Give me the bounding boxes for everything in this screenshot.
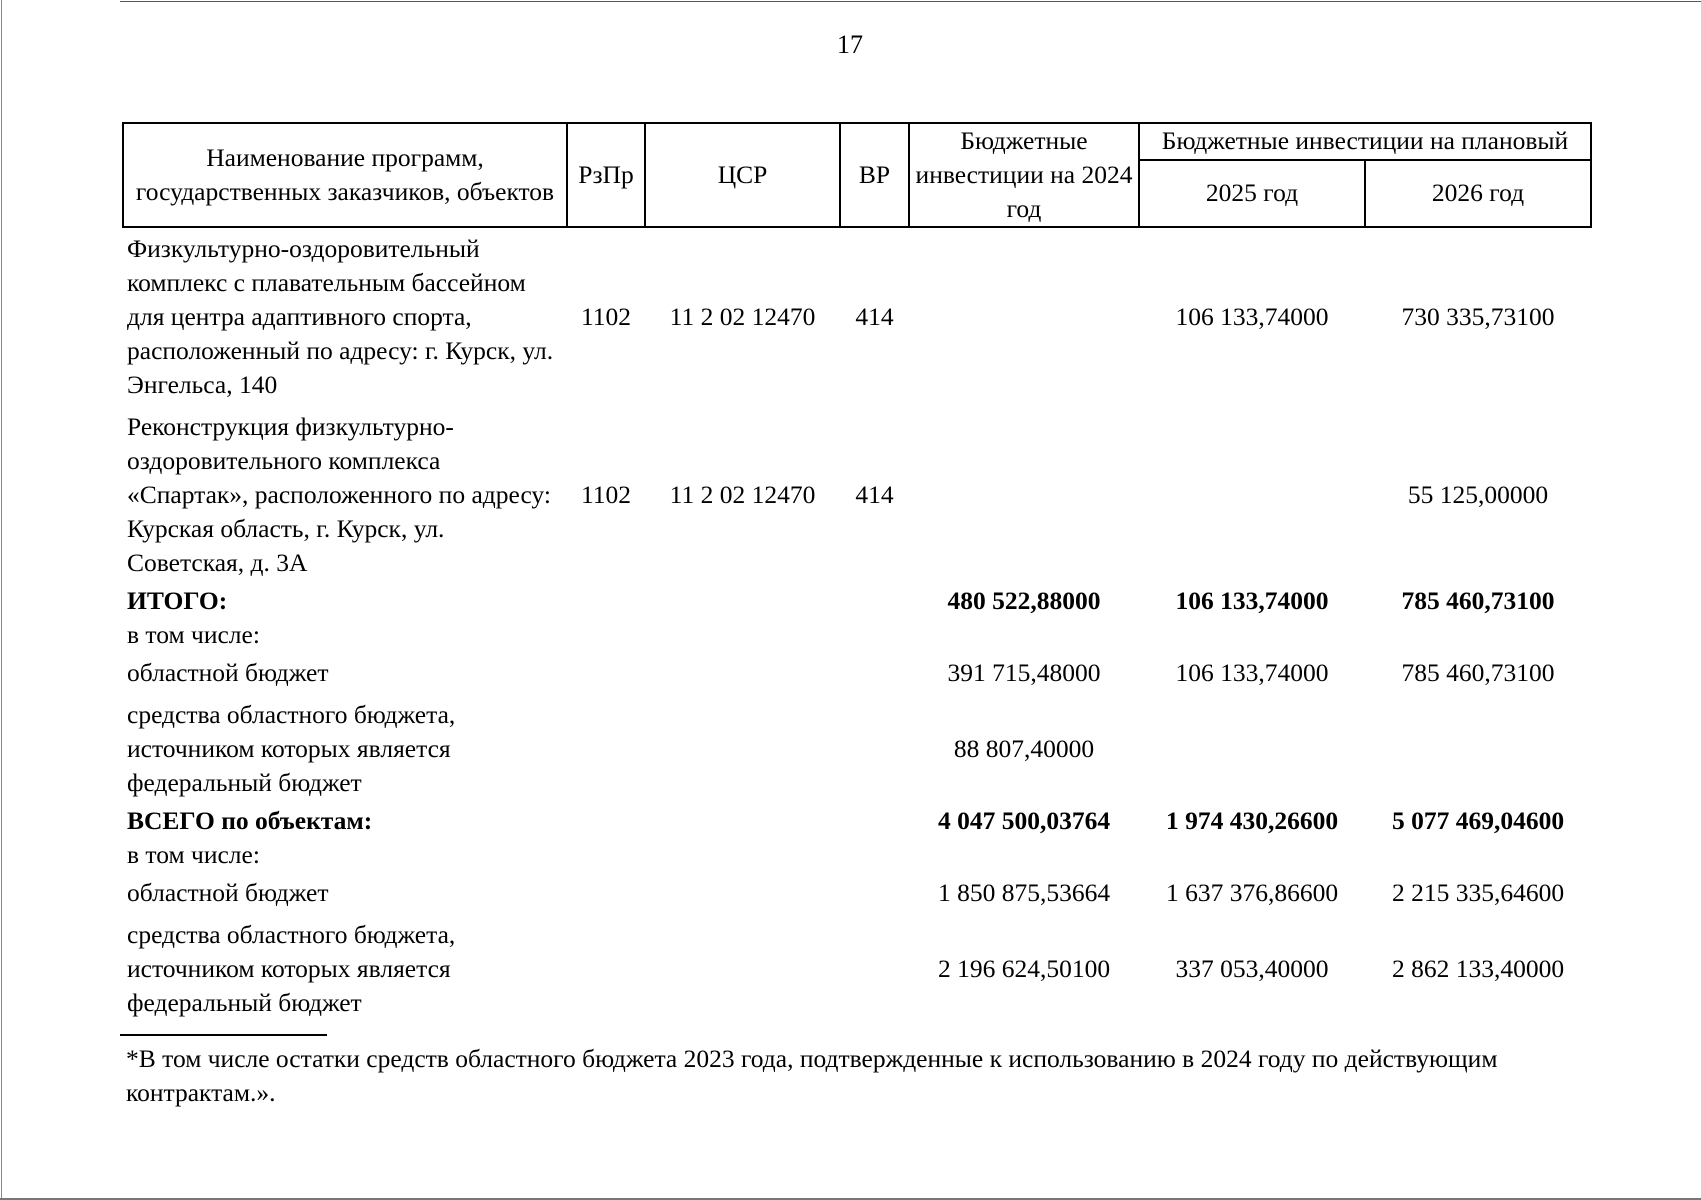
header-year-2025: 2025 год — [1139, 160, 1365, 227]
row-rzpr — [567, 694, 645, 804]
row-value-2025: 106 133,74000 — [1175, 658, 1329, 687]
row-value-2024: 4 047 500,03764 — [937, 806, 1111, 835]
header-invest-2024: Бюджетные инвестиции на 2024 год — [909, 123, 1139, 227]
row-rzpr — [567, 914, 645, 1024]
row-value-2025 — [1139, 618, 1365, 652]
row-csr — [645, 584, 840, 618]
row-name: в том числе: — [127, 620, 260, 649]
row-name: средства областного бюджета, источником которых является федеральный бюджет — [127, 700, 456, 797]
row-rzpr — [567, 584, 645, 618]
row-vr — [840, 914, 909, 1024]
row-vr — [840, 838, 909, 872]
row-vr: 414 — [855, 302, 894, 331]
row-value-2025 — [1139, 406, 1365, 584]
table-row — [123, 694, 1591, 804]
row-value-2026 — [1365, 694, 1591, 804]
row-value-2024: 1 850 875,53664 — [937, 878, 1111, 907]
row-vr — [840, 584, 909, 618]
row-vr — [840, 694, 909, 804]
row-csr — [645, 872, 840, 914]
row-csr — [645, 618, 840, 652]
row-rzpr — [567, 838, 645, 872]
footnote: *В том числе остатки средств областного бюджета 2023 года, подтвержденные к использованию в 2024 году по действующим контрактам.». — [126, 1044, 1498, 1107]
row-csr: 11 2 02 12470 — [669, 302, 816, 331]
row-value-2025: 337 053,40000 — [1175, 954, 1329, 983]
row-value-2024: 391 715,48000 — [947, 658, 1101, 687]
header-csr: ЦСР — [645, 123, 840, 227]
row-value-2025 — [1139, 838, 1365, 872]
row-value-2026 — [1365, 838, 1591, 872]
row-name: Физкультурно-оздоровительный комплекс с плавательным бассейном для центра адаптивного спорта, расположенный по адресу: г. Курск, ул. Энгельса, 140 — [127, 234, 554, 399]
row-value-2024: 2 196 624,50100 — [937, 954, 1111, 983]
row-rzpr — [567, 804, 645, 838]
row-name: областной бюджет — [127, 878, 329, 907]
row-value-2024 — [909, 227, 1139, 406]
row-value-2024: 480 522,88000 — [947, 586, 1101, 615]
row-rzpr: 1102 — [580, 480, 632, 509]
row-value-2025: 1 637 376,86600 — [1165, 878, 1339, 907]
header-vr: ВР — [840, 123, 909, 227]
row-value-2025: 106 133,74000 — [1175, 302, 1329, 331]
table-row — [123, 652, 1591, 694]
row-value-2026: 2 862 133,40000 — [1391, 954, 1565, 983]
row-value-2026: 785 460,73100 — [1401, 658, 1555, 687]
row-name: ИТОГО: — [127, 586, 228, 615]
row-name: ВСЕГО по объектам: — [127, 806, 373, 835]
row-csr — [645, 694, 840, 804]
page-left-edge — [1, 0, 2, 1200]
row-value-2026: 55 125,00000 — [1407, 480, 1549, 509]
row-vr — [840, 652, 909, 694]
row-name: Реконструкция физкультурно-оздоровительного комплекса «Спартак», расположенного по адресу: Курская область, г. Курск, ул. Советская, д. 3А — [127, 412, 551, 577]
grand-total-row — [123, 804, 1591, 838]
table-row — [123, 872, 1591, 914]
header-plan-period: Бюджетные инвестиции на плановый — [1139, 123, 1591, 160]
row-value-2025: 106 133,74000 — [1175, 586, 1329, 615]
row-value-2025 — [1139, 694, 1365, 804]
row-name: областной бюджет — [127, 658, 329, 687]
row-value-2024 — [909, 838, 1139, 872]
header-name: Наименование программ, государственных заказчиков, объектов — [123, 123, 567, 227]
row-vr — [840, 618, 909, 652]
row-value-2025: 1 974 430,26600 — [1165, 806, 1339, 835]
row-value-2026: 730 335,73100 — [1401, 302, 1555, 331]
row-vr — [840, 872, 909, 914]
row-name: в том числе: — [127, 840, 260, 869]
row-rzpr — [567, 618, 645, 652]
table-row — [123, 406, 1591, 584]
row-value-2026 — [1365, 618, 1591, 652]
row-csr — [645, 914, 840, 1024]
row-value-2024: 88 807,40000 — [953, 734, 1095, 763]
table-row — [123, 838, 1591, 872]
footnote-separator — [120, 1034, 327, 1036]
row-csr: 11 2 02 12470 — [669, 480, 816, 509]
row-rzpr: 1102 — [580, 302, 632, 331]
row-value-2024 — [909, 618, 1139, 652]
table-row — [123, 227, 1591, 406]
table-body — [123, 227, 1591, 1024]
row-value-2024 — [909, 406, 1139, 584]
page-number: 17 — [837, 30, 863, 59]
row-value-2026: 785 460,73100 — [1401, 586, 1555, 615]
row-rzpr — [567, 872, 645, 914]
table-row — [123, 618, 1591, 652]
row-vr — [840, 804, 909, 838]
total-row — [123, 584, 1591, 618]
header-rzpr: РзПр — [567, 123, 645, 227]
table-header — [123, 123, 1591, 227]
page-top-edge — [120, 1, 1701, 2]
header-year-2026: 2026 год — [1365, 160, 1591, 227]
row-csr — [645, 838, 840, 872]
row-name: средства областного бюджета, источником которых является федеральный бюджет — [127, 920, 456, 1017]
row-csr — [645, 804, 840, 838]
row-vr: 414 — [855, 480, 894, 509]
row-value-2026: 5 077 469,04600 — [1391, 806, 1565, 835]
row-rzpr — [567, 652, 645, 694]
table-row — [123, 914, 1591, 1024]
row-csr — [645, 652, 840, 694]
budget-investment-table — [122, 122, 1592, 1024]
row-value-2026: 2 215 335,64600 — [1391, 878, 1565, 907]
